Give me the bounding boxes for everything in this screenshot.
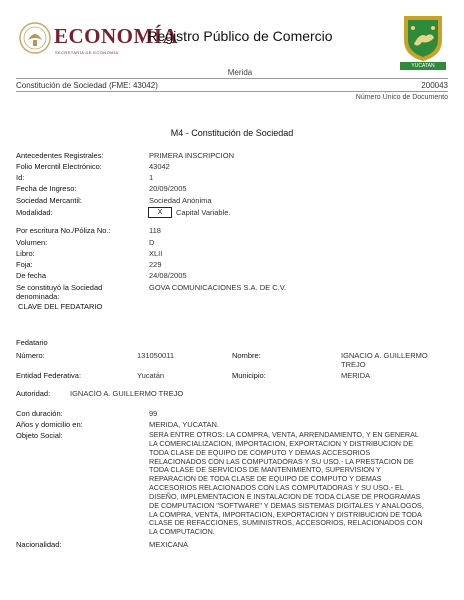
autoridad-value: IGNACIO A. GUILLERMO TREJO: [70, 389, 184, 398]
fedatario-nombre-line1: IGNACIO A. GUILLERMO: [341, 351, 428, 360]
economia-logo: [18, 20, 179, 60]
shield-banner: YUCATAN: [400, 62, 446, 70]
de-fecha-label: De fecha: [16, 271, 47, 280]
modalidad-value: Capital Variable.: [176, 208, 231, 217]
volumen-label: Volumen:: [16, 238, 48, 247]
duracion-label: Con duración:: [16, 409, 63, 418]
modalidad-label: Modalidad:: [16, 208, 53, 217]
page-title: Registro Público de Comercio: [147, 28, 333, 44]
denominada-label-line1: Se constituyó la Sociedad: [16, 283, 103, 292]
antecedentes-value: PRIMERA INSCRIPCION: [149, 151, 235, 160]
foja-value: 229: [149, 260, 162, 269]
domicilio-value: MERIDA, YUCATAN.: [149, 420, 220, 429]
escritura-value: 118: [149, 226, 161, 235]
denominada-label-line2: denominada:: [16, 292, 60, 301]
header-divider-top: [16, 78, 448, 79]
nacionalidad-value: MEXICANA: [149, 540, 189, 549]
economia-wordmark: ECONOMÍA: [54, 24, 179, 48]
coat-of-arms-icon: [400, 14, 446, 62]
municipio-label: Municipio:: [232, 371, 266, 380]
id-label: Id:: [16, 173, 25, 182]
libro-label: Libro:: [16, 249, 35, 258]
fedatario-numero-value: 131050011: [137, 351, 174, 360]
folio-value: 43042: [149, 162, 170, 171]
objeto-value: SERA ENTRE OTROS: LA COMPRA, VENTA, ARRENDAMIENTO, Y EN GENERAL LA COMERCIALIZACION, IMPORTACION, EXPORTACION Y DISTRIBUCION DE TODA CLASE DE EQUIPO DE COMPUTO Y DEMAS ACCESORIOS RELACIONADOS CON LAS COMPUTADORAS Y SU USO.- LA PRESTACION DE TODA CLASE DE SERVICIOS DE MANTENIMIENTO, SUPERVISION Y REPARACION DE TODA CLASE DE EQUIPO DE COMPUTO Y DEMAS ACCESORIOS RELACIONADOS CON LAS COMPUTADORAS Y SU USO.- EL DISEÑO, IMPLEMENTACION E INSTALACION DE TODA CLASE DE PROGRAMAS DE COMPUTACION "SOFTWARE" Y DEMAS SISTEMAS DIGITALES Y ANALOGOS, LA COMPRA, VENTA, IMPORTACION, EXPORTACION Y DISTRIBUCION DE TODA CLASE DE REFACCIONES, SUMINISTROS, ACCESORIOS, RELACIONADOS CON LA COMPUTACION.: [149, 430, 424, 537]
duracion-value: 99: [149, 409, 158, 418]
constitution-reference: Constitución de Sociedad (FME: 43042): [16, 81, 158, 90]
objeto-label: Objeto Social:: [16, 431, 63, 440]
unique-document-label: Número Único de Documento: [355, 94, 448, 101]
eagle-seal-icon: [18, 20, 52, 56]
clave-fedatario-label: CLAVE DEL FEDATARIO: [18, 302, 103, 311]
municipio-value: MERIDA: [341, 371, 371, 380]
entidad-label: Entidad Federativa:: [16, 371, 82, 380]
fecha-ingreso-label: Fecha de Ingreso:: [16, 184, 77, 193]
de-fecha-value: 24/08/2005: [149, 271, 187, 280]
section-title: M4 - Constitución de Sociedad: [170, 128, 294, 138]
folio-label: Folio Mercntil Electrónico:: [16, 162, 102, 171]
header-divider-bottom: [16, 91, 448, 92]
modalidad-checkbox: X: [148, 207, 172, 218]
yucatan-shield: [400, 14, 446, 70]
entidad-value: Yucatán: [137, 371, 165, 380]
antecedentes-label: Antecedentes Registrales:: [16, 151, 104, 160]
volumen-value: D: [149, 238, 155, 247]
foja-label: Foja:: [16, 260, 33, 269]
fedatario-nombre-line2: TREJO: [341, 360, 366, 369]
fedatario-numero-label: Número:: [16, 351, 45, 360]
libro-value: XLII: [149, 249, 163, 258]
sociedad-value: Sociedad Anónima: [149, 196, 212, 205]
fedatario-nombre-label: Nombre:: [232, 351, 261, 360]
denominada-value: GOVA COMUNICACIONES S.A. DE C.V.: [149, 283, 287, 292]
document-number: 200043: [421, 81, 448, 90]
domicilio-label: Años y domicilio en:: [16, 420, 83, 429]
autoridad-label: Autoridad:: [16, 389, 51, 398]
city-label: Merida: [227, 68, 253, 77]
fedatario-heading: Fedatario: [16, 338, 48, 347]
sociedad-label: Sociedad Mercantil:: [16, 196, 82, 205]
fecha-ingreso-value: 20/09/2005: [149, 184, 187, 193]
economia-subtitle: SECRETARÍA DE ECONOMÍA: [55, 50, 119, 55]
nacionalidad-label: Nacionalidad:: [16, 540, 62, 549]
id-value: 1: [149, 173, 154, 182]
escritura-label: Por escritura No./Póliza No.:: [16, 226, 111, 235]
